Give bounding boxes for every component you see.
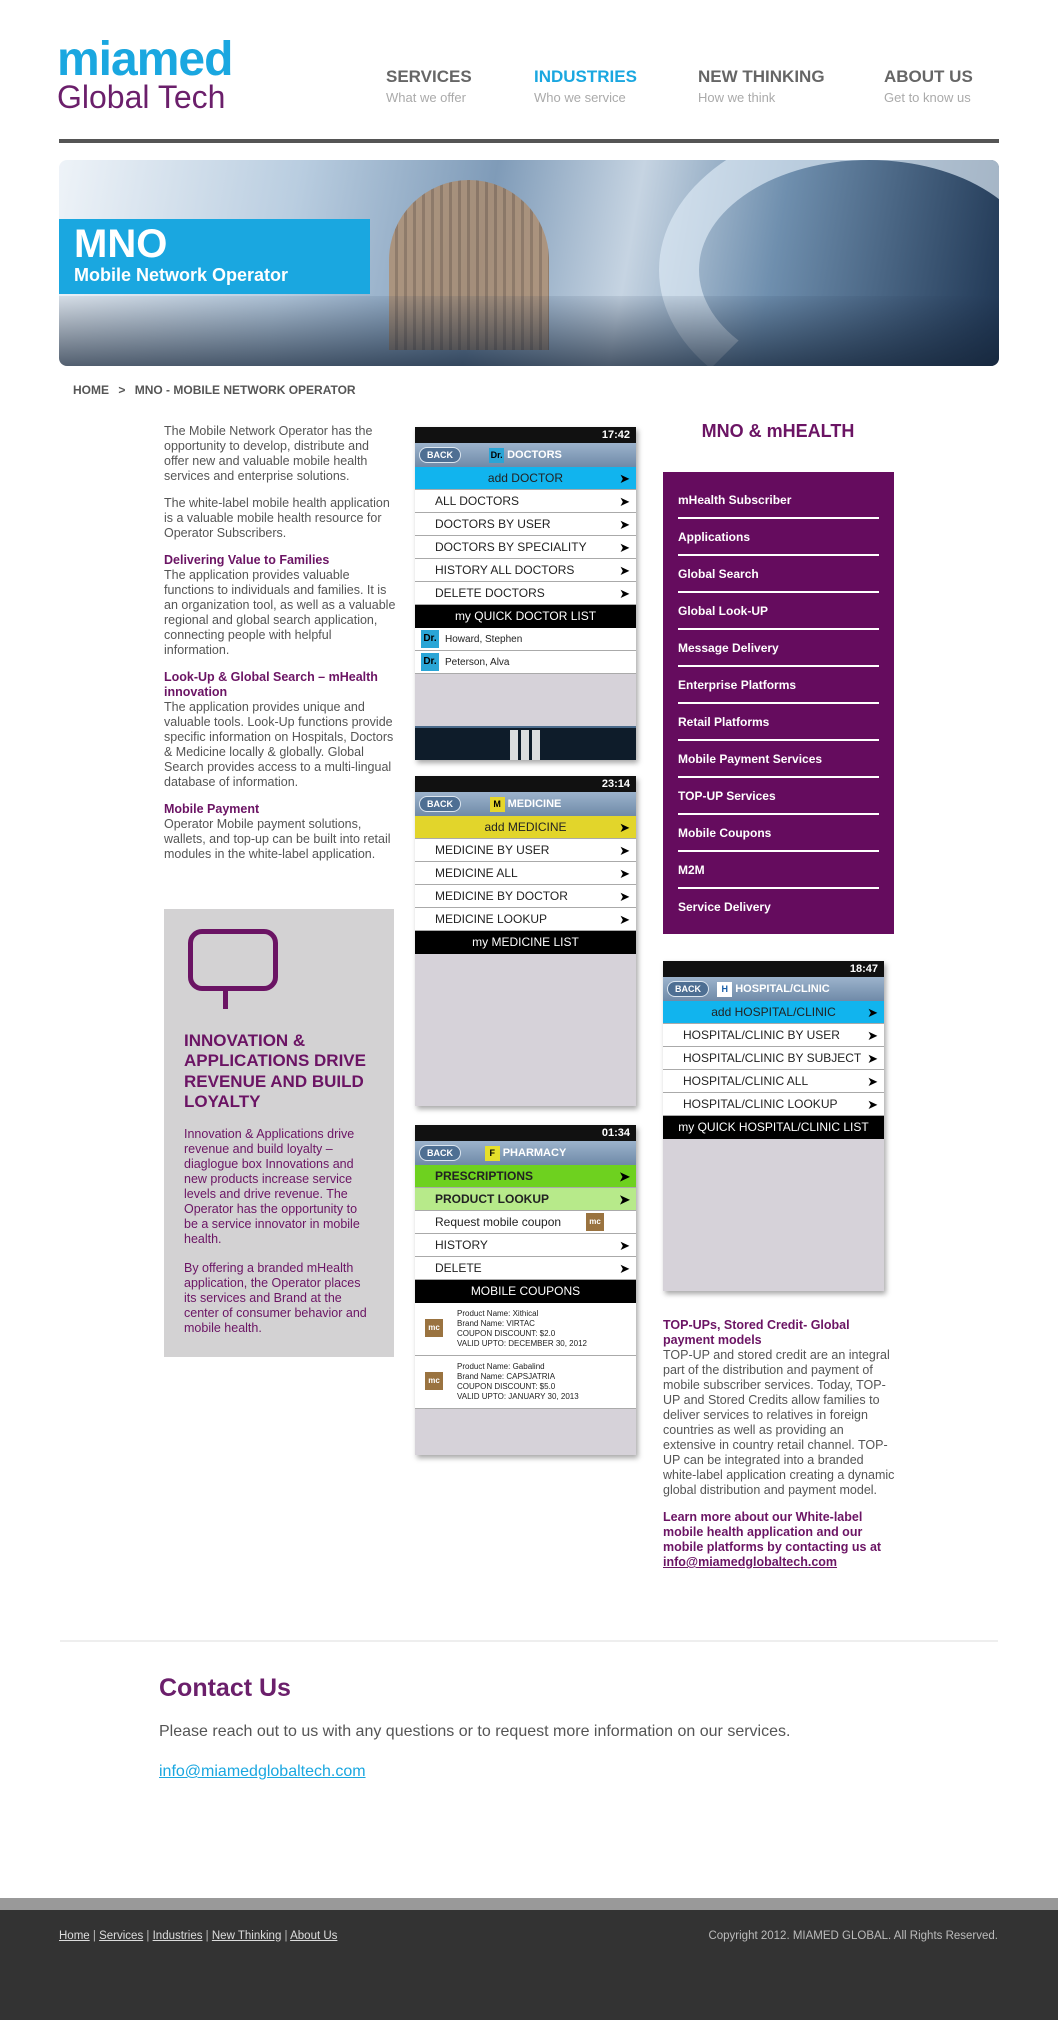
nav-services-sub: What we offer	[386, 90, 466, 105]
nav-services[interactable]	[386, 68, 472, 104]
side-menu-item[interactable]: Enterprise Platforms	[678, 667, 879, 704]
nav-industries-sub: Who we service	[534, 90, 626, 105]
nav-industries[interactable]	[534, 68, 637, 104]
breadcrumb	[73, 384, 356, 396]
contact-title: Contact Us	[159, 1674, 291, 1702]
nav-services-title: SERVICES	[386, 67, 472, 86]
logo-global-tech[interactable]: Global Tech	[57, 79, 226, 115]
hero-subtitle: Mobile Network Operator	[74, 265, 289, 285]
list-header: my QUICK HOSPITAL/CLINIC LIST	[663, 1116, 884, 1139]
nav-industries-title: INDUSTRIES	[534, 67, 637, 86]
section-heading: Look-Up & Global Search – mHealth innovation	[164, 670, 378, 699]
phone-doctors-screenshot	[415, 427, 636, 760]
add-medicine-button[interactable]: add MEDICINE ➤	[415, 816, 636, 839]
footer-top-band	[0, 1898, 1058, 1910]
intro-paragraph: The Mobile Network Operator has the opportunity to develop, distribute and offer new and valuable mobile health services and enterprise solutions.	[164, 424, 373, 483]
menu-row[interactable]: DOCTORS BY SPECIALITY ➤	[415, 536, 636, 559]
menu-row[interactable]: MEDICINE LOOKUP ➤	[415, 908, 636, 931]
contact-name: Peterson, Alva	[445, 657, 510, 668]
back-button[interactable]: BACK	[419, 447, 461, 463]
coupon-item[interactable]	[415, 1356, 636, 1409]
title-bar	[415, 1141, 636, 1165]
header-divider	[59, 139, 999, 143]
back-button[interactable]: BACK	[419, 1145, 461, 1161]
product-lookup-button[interactable]: PRODUCT LOOKUP ➤	[415, 1188, 636, 1211]
side-menu-item[interactable]: Service Delivery	[678, 900, 771, 914]
nav-new-thinking-title: NEW THINKING	[698, 67, 825, 86]
coupon-line: VALID UPTO: JANUARY 30, 2013	[457, 1392, 579, 1401]
footer-link-services[interactable]: Services	[99, 1930, 144, 1942]
side-menu	[663, 472, 894, 934]
coupon-line: VALID UPTO: DECEMBER 30, 2012	[457, 1339, 587, 1348]
status-bar: 17:42	[415, 427, 636, 443]
section-heading: Delivering Value to Families	[164, 553, 330, 567]
pharmacy-icon: F	[485, 1146, 500, 1161]
footer-link-industries[interactable]: Industries	[152, 1930, 203, 1942]
side-menu-item[interactable]: Retail Platforms	[678, 704, 879, 741]
back-button[interactable]: BACK	[667, 981, 709, 997]
phone-medicine-screenshot	[415, 776, 636, 1106]
section-divider	[60, 1640, 998, 1642]
side-menu-item[interactable]: Mobile Payment Services	[678, 741, 879, 778]
hero-title-box	[59, 219, 370, 294]
menu-row[interactable]: HOSPITAL/CLINIC BY USER ➤	[663, 1024, 884, 1047]
nav-about-us-title: ABOUT US	[884, 67, 973, 86]
breadcrumb-current: MNO - MOBILE NETWORK OPERATOR	[134, 383, 356, 397]
request-coupon-row[interactable]	[415, 1211, 636, 1234]
doctor-icon: Dr.	[421, 630, 439, 648]
side-menu-title: MNO & mHEALTH	[701, 421, 855, 441]
hero-title: MNO	[74, 222, 168, 266]
footer-separator: |	[284, 1930, 288, 1942]
menu-row[interactable]: HISTORY ALL DOCTORS ➤	[415, 559, 636, 582]
menu-row[interactable]: HOSPITAL/CLINIC ALL ➤	[663, 1070, 884, 1093]
footer-link-home[interactable]: Home	[59, 1930, 90, 1942]
side-menu-item[interactable]: Mobile Coupons	[678, 815, 879, 852]
screen-title: HOSPITAL/CLINIC	[735, 983, 830, 995]
footer	[0, 1910, 1058, 2020]
mobile-coupon-icon: mc	[425, 1372, 443, 1390]
nav-new-thinking[interactable]	[698, 68, 825, 104]
side-menu-item[interactable]: Global Search	[678, 556, 879, 593]
status-bar: 18:47	[663, 961, 884, 977]
menu-row[interactable]: ALL DOCTORS ➤	[415, 490, 636, 513]
status-bar: 23:14	[415, 776, 636, 792]
menu-row[interactable]: DELETE DOCTORS ➤	[415, 582, 636, 605]
topup-email-link[interactable]: info@miamedglobaltech.com	[663, 1555, 838, 1569]
coupon-line: Brand Name: VIRTAC	[457, 1319, 535, 1328]
coupon-line: Product Name: Gabalind	[457, 1362, 545, 1371]
breadcrumb-home[interactable]: HOME	[73, 383, 109, 397]
list-item[interactable]	[415, 628, 636, 651]
menu-row[interactable]: MEDICINE ALL ➤	[415, 862, 636, 885]
menu-row[interactable]: MEDICINE BY DOCTOR ➤	[415, 885, 636, 908]
footer-links	[59, 1931, 337, 1943]
coupon-line: Product Name: Xithical	[457, 1309, 539, 1318]
menu-row[interactable]: DELETE ➤	[415, 1257, 636, 1280]
intro-paragraph: The application provides unique and valuable tools. Look-Up functions provide specific information on Hospitals, Doctors & Medicine locally & globally. Global Search provides access to a multi-lingual database of information.	[164, 700, 394, 789]
coupon-item[interactable]	[415, 1303, 636, 1356]
intro-paragraph: The application provides valuable functions to individuals and families. It is an organization tool, as well as a valuable regional and global search application, connecting people with helpful information.	[164, 568, 396, 657]
intro-text	[164, 424, 396, 874]
coupon-line: COUPON DISCOUNT: $2.0	[457, 1329, 556, 1338]
topup-section	[663, 1318, 895, 1570]
medicine-icon: M	[490, 797, 505, 812]
side-menu-item[interactable]: Global Look-UP	[678, 593, 879, 630]
learn-more-text	[663, 1510, 895, 1570]
menu-row[interactable]: DOCTORS BY USER ➤	[415, 513, 636, 536]
status-bar: 01:34	[415, 1125, 636, 1141]
side-menu-item[interactable]: Message Delivery	[678, 630, 879, 667]
topup-heading: TOP-UPs, Stored Credit- Global payment models	[663, 1318, 850, 1347]
add-hospital-button[interactable]: add HOSPITAL/CLINIC ➤	[663, 1001, 884, 1024]
menu-row[interactable]: MEDICINE BY USER ➤	[415, 839, 636, 862]
doctor-icon: Dr.	[421, 653, 439, 671]
title-bar	[415, 443, 636, 467]
mobile-coupon-icon: mc	[586, 1213, 604, 1231]
side-menu-item[interactable]: mHealth Subscriber	[678, 482, 879, 519]
hospital-icon: H	[717, 982, 732, 997]
footer-link-new-thinking[interactable]: New Thinking	[211, 1930, 282, 1942]
menu-row[interactable]: HISTORY ➤	[415, 1234, 636, 1257]
footer-separator: |	[92, 1930, 96, 1942]
side-menu-item[interactable]: TOP-UP Services	[678, 778, 879, 815]
footer-link-about-us[interactable]: About Us	[290, 1930, 338, 1942]
screen-title: PHARMACY	[502, 1147, 567, 1159]
logo-miamed[interactable]: miamed	[57, 33, 233, 86]
back-button[interactable]: BACK	[419, 796, 461, 812]
section-heading: Mobile Payment	[164, 802, 260, 816]
promo-paragraph: By offering a branded mHealth application, the Operator places its services and Brand at the center of consumer behavior and mobile health.	[184, 1260, 367, 1335]
footer-separator: |	[146, 1930, 150, 1942]
phone-hospital-screenshot	[663, 961, 884, 1291]
promo-heading: INNOVATION & APPLICATIONS DRIVE REVENUE AND BUILD LOYALTY	[184, 1031, 366, 1112]
list-header: MOBILE COUPONS	[415, 1280, 636, 1303]
contact-email-link[interactable]: info@miamedglobaltech.com	[159, 1763, 366, 1780]
request-coupon-label: Request mobile coupon	[435, 1215, 562, 1229]
nav-about-us[interactable]	[884, 68, 973, 104]
screen-title: MEDICINE	[507, 798, 562, 810]
grid-icon[interactable]	[510, 730, 542, 760]
prescriptions-button[interactable]: PRESCRIPTIONS ➤	[415, 1165, 636, 1188]
screen-title: DOCTORS	[507, 449, 562, 461]
nav-new-thinking-sub: How we think	[698, 90, 776, 105]
breadcrumb-separator: >	[118, 383, 126, 397]
contact-text: Please reach out to us with any questions or to request more information on our services.	[159, 1723, 791, 1740]
topup-body: TOP-UP and stored credit are an integral part of the distribution and payment of mobile subscriber services. Today, TOP-UP and Stored Credits allow families to deliver services to relatives in foreign countries as well as providing an extensive in country retail channel. TOP-UP can be integrated into a branded white-label application creating a dynamic global distribution and payment model.	[663, 1348, 895, 1497]
contact-name: Howard, Stephen	[445, 634, 523, 645]
coupon-line: COUPON DISCOUNT: $5.0	[457, 1382, 556, 1391]
menu-row[interactable]: HOSPITAL/CLINIC LOOKUP ➤	[663, 1093, 884, 1116]
title-bar	[663, 977, 884, 1001]
side-menu-item[interactable]: Applications	[678, 519, 879, 556]
hero-floor-decoration	[59, 296, 999, 366]
list-header: my QUICK DOCTOR LIST	[415, 605, 636, 628]
copyright: Copyright 2012. MIAMED GLOBAL. All Rights Reserved.	[708, 1930, 998, 1942]
intro-paragraph: The white-label mobile health application is a valuable mobile health resource for Operator Subscribers.	[164, 496, 390, 540]
speech-bubble-icon	[188, 929, 278, 991]
nav-about-us-sub: Get to know us	[884, 90, 971, 105]
add-doctor-button[interactable]: add DOCTOR ➤	[415, 467, 636, 490]
list-item[interactable]	[415, 651, 636, 674]
side-menu-item[interactable]: M2M	[678, 852, 879, 889]
list-header: my MEDICINE LIST	[415, 931, 636, 954]
mobile-coupon-icon: mc	[425, 1319, 443, 1337]
title-bar	[415, 792, 636, 816]
promo-box	[164, 909, 394, 1357]
promo-paragraph: Innovation & Applications drive revenue and build loyalty – diaglogue box Innovations and new products increase service levels and drive revenue. The Operator has the opportunity to be a service innovator in mobile health.	[184, 1126, 360, 1246]
doctor-icon: Dr.	[489, 448, 504, 463]
phone-pharmacy-screenshot	[415, 1125, 636, 1455]
learn-more-label: Learn more about our White-label mobile health application and our mobile platforms by contacting us at	[663, 1510, 882, 1554]
bottom-app-bar	[415, 726, 636, 760]
footer-separator: |	[205, 1930, 209, 1942]
intro-paragraph: Operator Mobile payment solutions, wallets, and top-up can be built into retail modules in the white-label application.	[164, 817, 391, 861]
coupon-line: Brand Name: CAPSJATRIA	[457, 1372, 556, 1381]
menu-row[interactable]: HOSPITAL/CLINIC BY SUBJECT ➤	[663, 1047, 884, 1070]
